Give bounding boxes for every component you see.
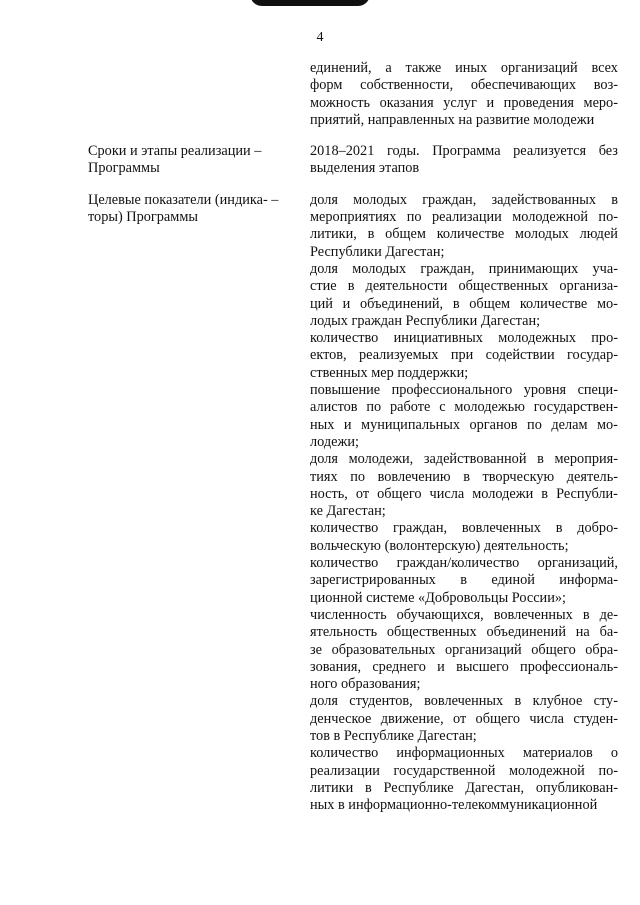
value-line: единений, а также иных организаций всех bbox=[310, 60, 618, 76]
label-line: Программы bbox=[88, 160, 160, 177]
table-row-indicators bbox=[88, 192, 618, 815]
value-line: мероприятиях по реализации молодежной по- bbox=[310, 209, 618, 226]
value-line: ность, от общего числа молодежи в Республи- bbox=[310, 485, 618, 502]
value-line: литики, в общем количестве молодых людей bbox=[310, 226, 618, 243]
value-line: ке Дагестан; bbox=[310, 503, 386, 520]
value-line: ций и объединений, в общем количестве мо- bbox=[310, 295, 618, 312]
row-value bbox=[310, 143, 618, 178]
value-line: ных и муниципальных органов по делам мо- bbox=[310, 416, 618, 433]
value-line: тиях по вовлечению в творческую деятель- bbox=[310, 468, 618, 485]
table-row-continuation bbox=[88, 60, 618, 129]
value-line: литики в Республике Дагестан, опубликован- bbox=[310, 779, 618, 796]
value-line: форм собственности, обеспечивающих воз- bbox=[310, 77, 618, 94]
table-row-terms bbox=[88, 143, 618, 178]
row-label bbox=[88, 143, 310, 178]
value-line: численность обучающихся, вовлеченных в де- bbox=[310, 606, 618, 623]
value-line: доля студентов, вовлеченных в клубное сту- bbox=[310, 693, 618, 710]
passport-table bbox=[88, 60, 618, 814]
value-line: ственных мер поддержки; bbox=[310, 364, 469, 381]
value-line: ного образования; bbox=[310, 676, 421, 693]
value-line: зования, среднего и высшего профессиональ- bbox=[310, 658, 618, 675]
row-value bbox=[310, 60, 618, 129]
value-line: доля молодежи, задействованной в мероприя- bbox=[310, 451, 618, 468]
value-line: лодых граждан Республики Дагестан; bbox=[310, 312, 541, 329]
value-line: количество информационных материалов о bbox=[310, 745, 618, 762]
value-line: денческое движение, от общего числа студен- bbox=[310, 710, 618, 727]
label-line: Целевые показатели (индика- – bbox=[88, 191, 279, 208]
value-line: доля молодых граждан, принимающих уча- bbox=[310, 260, 618, 277]
row-value bbox=[310, 192, 618, 815]
value-line: 2018–2021 годы. Программа реализуется без bbox=[310, 143, 618, 160]
value-line: количество инициативных молодежных про- bbox=[310, 330, 618, 347]
value-line: ционной системе «Добровольцы России»; bbox=[310, 589, 566, 606]
value-line: вольческую (волонтерскую) деятельность; bbox=[310, 537, 569, 554]
value-line: стие в деятельности общественных организа- bbox=[310, 278, 618, 295]
label-line: Сроки и этапы реализации – bbox=[88, 143, 262, 160]
value-line: можность оказания услуг и проведения меро- bbox=[310, 94, 618, 111]
value-line: лодежи; bbox=[310, 433, 359, 450]
row-label bbox=[88, 192, 310, 815]
value-line: алистов по работе с молодежью государствен- bbox=[310, 399, 618, 416]
value-line: количество граждан/количество организаций, bbox=[310, 555, 618, 572]
value-line: доля молодых граждан, задействованных в bbox=[310, 191, 618, 208]
scan-edge-artifact bbox=[250, 0, 370, 6]
page-number: 4 bbox=[316, 30, 324, 45]
value-line: ектов, реализуемых при содействии государ- bbox=[310, 347, 618, 364]
value-line: тов в Республике Дагестан; bbox=[310, 727, 477, 744]
value-line: ятельность общественных объединений на ба- bbox=[310, 624, 618, 641]
value-line: ных в информационно-телекоммуникационной bbox=[310, 797, 598, 814]
value-line: выделения этапов bbox=[310, 160, 420, 177]
label-line: торы) Программы bbox=[88, 209, 198, 226]
value-line: приятий, направленных на развитие молодежи bbox=[310, 111, 595, 128]
value-line: зарегистрированных в единой информа- bbox=[310, 572, 618, 589]
row-label bbox=[88, 60, 310, 129]
value-line: повышение профессионального уровня специ- bbox=[310, 382, 618, 399]
value-line: Республики Дагестан; bbox=[310, 243, 445, 260]
value-line: реализации государственной молодежной по- bbox=[310, 762, 618, 779]
value-line: количество граждан, вовлеченных в добро- bbox=[310, 520, 618, 537]
value-line: зе образовательных организаций общего обра- bbox=[310, 641, 618, 658]
